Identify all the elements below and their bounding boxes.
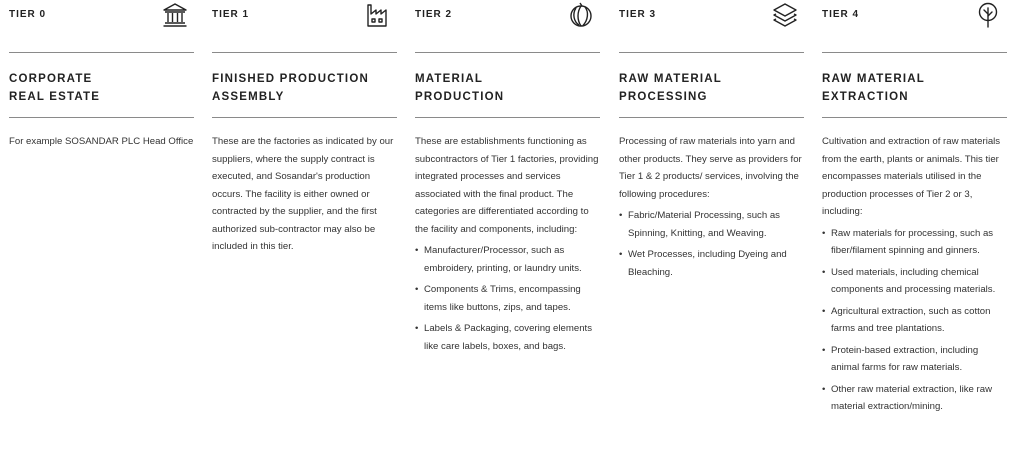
tier-description: Cultivation and extraction of raw materials from the earth, plants or animals. This tier encompasses materials utilised in the production processes of Tier 2 or 3, including:: [822, 136, 1001, 217]
tier-body: [212, 118, 397, 256]
list-item: • Used materials, including chemical components and processing materials.: [822, 264, 1007, 299]
list-item: • Raw materials for processing, such as fiber/filament spinning and ginners.: [822, 225, 1007, 260]
tier-label: TIER 0: [9, 9, 47, 20]
tier-column-4: [822, 0, 1007, 416]
tier-title: MATERIAL PRODUCTION: [415, 73, 505, 103]
list-item: • Fabric/Material Processing, such as Spinning, Knitting, and Weaving.: [619, 207, 804, 242]
tier-column-3: [619, 0, 804, 281]
tier-body: [9, 118, 194, 151]
tier-title: CORPORATE REAL ESTATE: [9, 73, 101, 103]
tier-header: [9, 0, 194, 52]
tier-title: RAW MATERIAL PROCESSING: [619, 73, 722, 103]
tree-icon: [975, 2, 1001, 28]
list-item: • Protein-based extraction, including animal farms for raw materials.: [822, 342, 1007, 377]
list-item: • Other raw material extraction, like raw material extraction/mining.: [822, 381, 1007, 416]
tier-body: [822, 118, 1007, 416]
list-item: • Labels & Packaging, covering elements like care labels, boxes, and bags.: [415, 320, 600, 355]
list-item: • Agricultural extraction, such as cotton farms and tree plantations.: [822, 303, 1007, 338]
list-item: • Components & Trims, encompassing items like buttons, zips, and tapes.: [415, 281, 600, 316]
tier-label: TIER 4: [822, 9, 860, 20]
tier-description: These are the factories as indicated by our suppliers, where the supply contract is executed, and Sosandar's production occurs. The facility is either owned or contracted by the supplier, and the first authorized sub-contractor may also be included in this tier.: [212, 136, 394, 252]
tier-description: These are establishments functioning as subcontractors of Tier 1 factories, providing integrated processes and services associated with the final product. The categories are differentiated according to the facility and components, including:: [415, 136, 599, 235]
list-item: • Wet Processes, including Dyeing and Bleaching.: [619, 246, 804, 281]
factory-icon: [365, 2, 391, 28]
tier-column-1: [212, 0, 397, 256]
tier-column-0: [9, 0, 194, 151]
tier-column-2: [415, 0, 600, 355]
tier-header: [212, 0, 397, 52]
tier-label: TIER 1: [212, 9, 250, 20]
tier-header: [415, 0, 600, 52]
tier-description: For example SOSANDAR PLC Head Office: [9, 136, 194, 147]
tier-bullet-list: [619, 207, 804, 281]
tier-description: Processing of raw materials into yarn and other products. They serve as providers for Tier 1 & 2 products/ services, involving the following procedures:: [619, 136, 802, 200]
tier-bullet-list: [415, 242, 600, 355]
tier-title: FINISHED PRODUCTION ASSEMBLY: [212, 73, 369, 103]
tier-label: TIER 2: [415, 9, 453, 20]
tier-header: [619, 0, 804, 52]
tier-label: TIER 3: [619, 9, 657, 20]
tier-title: RAW MATERIAL EXTRACTION: [822, 73, 925, 103]
tier-body: [415, 118, 600, 355]
list-item: • Manufacturer/Processor, such as embroidery, printing, or laundry units.: [415, 242, 600, 277]
yarn-ball-icon: [568, 2, 594, 28]
layers-icon: [772, 2, 798, 28]
tier-bullet-list: [822, 225, 1007, 416]
tier-body: [619, 118, 804, 281]
tier-header: [822, 0, 1007, 52]
building-columns-icon: [162, 2, 188, 28]
